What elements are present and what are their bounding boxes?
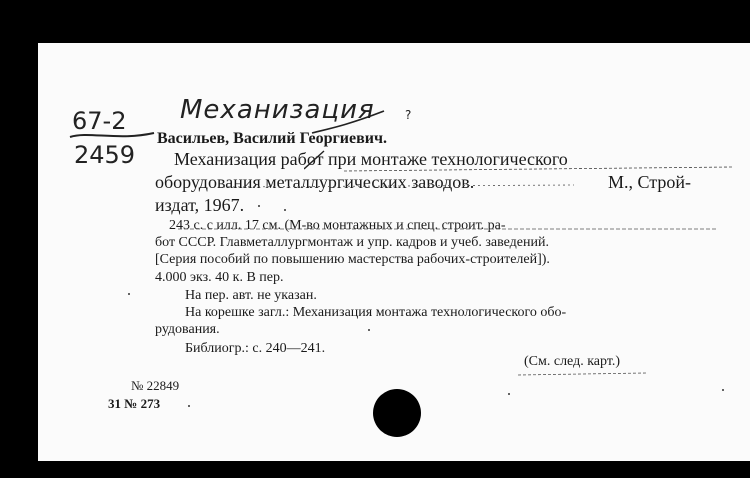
collation-line: 243 с. с илл. 17 см. (М-во монтажных и спец. строит. ра- (169, 218, 506, 233)
imprint-place: М., Строй- (608, 172, 691, 192)
card-punch-hole (373, 389, 421, 437)
handwritten-subject: Механизация (180, 95, 375, 125)
scan-speck (128, 293, 130, 295)
continued-note: (См. след. карт.) (524, 354, 621, 369)
title-line-1: Механизация работ при монтаже технологического (174, 149, 568, 169)
scan-speck (284, 209, 286, 211)
scan-speck (368, 329, 370, 331)
title-line-2: оборудования металлургических заводов. (155, 172, 475, 192)
title-line-3: издат, 1967. (155, 195, 245, 215)
card-number: № 22849 (131, 378, 180, 393)
note-spine-title: На корешке загл.: Механизация монтажа технологического обо- (185, 305, 567, 320)
series-line-2: бот СССР. Главметаллургмонтаж и упр. кадров и учеб. заведений. (155, 235, 549, 250)
scan-speck (258, 205, 260, 207)
series-line-3: [Серия пособий по повышению мастерства рабочих-строителей]). (155, 252, 550, 267)
catalog-card (38, 43, 750, 461)
scan-speck (722, 389, 724, 391)
shelf-mark-bottom: 2459 (74, 141, 136, 169)
copies-price: 4.000 экз. 40 к. В пер. (155, 270, 284, 285)
continued-underline (518, 369, 648, 379)
scan-speck (508, 393, 510, 395)
handwritten-question-mark: ? (405, 108, 412, 122)
note-spine-title-cont: рудования. (155, 322, 220, 337)
scan-speck (188, 405, 190, 407)
print-order-number: 31 № 273 (108, 396, 161, 411)
shelf-mark-top: 67-2 (72, 107, 127, 135)
title-line-2-strike (218, 179, 578, 193)
collation-strike (178, 224, 718, 234)
note-author: На пер. авт. не указан. (185, 288, 317, 303)
author-heading: Васильев, Василий Георгиевич. (157, 130, 388, 147)
bibliography-note: Библиогр.: с. 240—241. (185, 341, 326, 356)
